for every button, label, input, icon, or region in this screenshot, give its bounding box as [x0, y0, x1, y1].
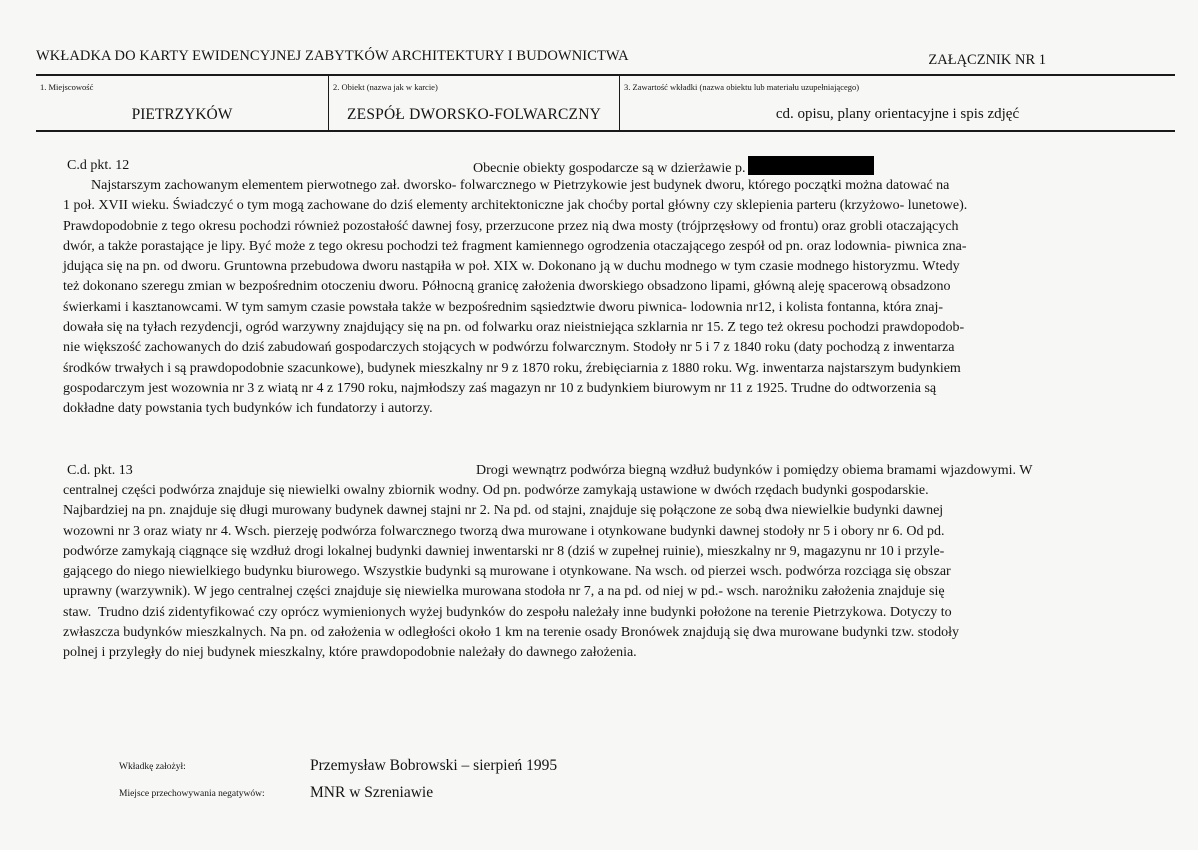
form-cell-object: [328, 76, 619, 130]
attachment-number: ZAŁĄCZNIK NR 1: [928, 52, 1046, 68]
paragraph-line: zwłaszcza budynków mieszkalnych. Na pn. od założenia w odległości około 1 km na terenie osady Bronówek znajdują się dwa murowane budynki tzw. stodoły: [63, 625, 960, 641]
paragraph-line: dowała się na tyłach rezydencji, ogród warzywny znajdujący się na pn. od folwarku oraz nieistniejąca szklarnia nr 15. Z tego też okresu pochodzi prawdopodob-: [63, 320, 965, 336]
paragraph-line: centralnej części podwórza znajduje się niewielki owalny zbiornik wodny. Od pn. podwórze zamykają ustawione w dwóch rzędach budynki gospodarskie.: [63, 483, 929, 498]
section-ref-text: [473, 156, 874, 179]
form-cell-contents: [619, 76, 1175, 130]
section-body: [63, 481, 1163, 664]
locality-label: 1. Miejscowość: [40, 82, 94, 92]
paragraph-line: świerkami i kasztanowcami. W tym samym czasie powstała także w bezpośrednim sąsiedztwie dworu piwnica- lodownia nr12, i kolista fontanna, która znaj-: [63, 299, 944, 315]
paragraph-line: dokładne daty powstania tych budynków ich fundatorzy i autorzy.: [63, 401, 433, 417]
paragraph-line: nie większość zachowanych do dziś zabudowań gospodarczych stojących w podwórzu folwarcznym. Stodoły nr 5 i 7 z 1840 roku (daty pochodzą z inwentarza: [63, 340, 955, 356]
paragraph-line: wozowni nr 3 oraz wiaty nr 4. Wsch. pierzeję podwórza folwarcznego tworzą dwa murowane i otynkowane budynki dawnej stodoły nr 5 i obory nr 6. Od pd.: [63, 523, 945, 539]
paragraph-line: środków trwałych i są prawdopodobnie szacunkowe), budynek mieszkalny nr 9 z 1870 roku, źrebięciarnia z 1880 roku. Wg. inwentarza najstarszym budynkiem: [63, 360, 961, 376]
author-label: Wkładkę założył:: [119, 762, 186, 772]
lease-text: Obecnie obiekty gospodarcze są w dzierżawie p.: [473, 161, 746, 176]
section-point-13: [63, 461, 1163, 664]
object-label: 2. Obiekt (nazwa jak w karcie): [333, 82, 438, 92]
paragraph-line: 1 poł. XVII wieku. Świadczyć o tym mogą zachowane do dziś elementy architektoniczne jak choćby portal główny czy sklepienia parteru (krzyżowo- lunetowe).: [63, 198, 968, 214]
object-value: ZESPÓŁ DWORSKO-FOLWARCZNY: [346, 106, 601, 123]
paragraph-line: jdująca się na pn. od dworu. Gruntowna przebudowa dworu nastąpiła w poł. XIX w. Dokonano ją w duchu modnego w tym czasie modnego historyzmu. Wtedy: [63, 259, 960, 275]
section-point-12: [63, 156, 1163, 420]
contents-value: cd. opisu, plany orientacyjne i spis zdjęć: [775, 106, 1020, 122]
form-header-table: [36, 74, 1175, 132]
paragraph-line: dwór, a także porastające je lipy. Być może z tego okresu pochodzi też fragment kamiennego ogrodzenia otaczającego zespół od pn. oraz lodownia- piwnica zna-: [63, 238, 967, 254]
author-value: Przemysław Bobrowski – sierpień 1995: [310, 757, 558, 774]
paragraph-line: staw. Trudno dziś zidentyfikować czy oprócz wymienionych wyżej budynków do zespołu należały inne budynki położone na terenie Pietrzykowa. Dotyczy to: [63, 604, 952, 620]
paragraph-line: Najbardziej na pn. znajduje się długi murowany budynek dawnej stajni nr 2. Na pd. od stajni, znajduje się połączone ze sobą dwa niewielkie budynki dawnej: [63, 503, 944, 519]
form-cell-locality: [36, 76, 328, 130]
paragraph-line: polnej i przyległy do niej budynek mieszkalny, które prawdopodobnie należały do dawnego założenia.: [63, 645, 637, 661]
negatives-value: MNR w Szreniawie: [310, 784, 434, 801]
section-ref-line: [63, 461, 1163, 481]
paragraph-line: Najstarszym zachowanym elementem pierwotnego zał. dworsko- folwarcznego w Pietrzykowie jest budynek dworu, którego początki można datować na: [63, 178, 950, 193]
section-ref: C.d pkt. 12: [67, 158, 130, 173]
section-ref-text: Drogi wewnątrz podwórza biegną wzdłuż budynków i pomiędzy obiema bramami wjazdowymi. W: [476, 463, 1033, 478]
paragraph-line: Prawdopodobnie z tego okresu pochodzi również pozostałość dawnej fosy, przerzucone przez nią dwa mosty (trójprzęsłowy od frontu) oraz grobli otaczających: [63, 218, 959, 234]
paragraph-line: gającego do niego niewielkiego budynku biurowego. Wszystkie budynki są murowane i otynkowane. Na wsch. od pierzei wsch. podwórza rozciąga się obszar: [63, 564, 951, 580]
paragraph-line: też dokonano szeregu zmian w bezpośrednim otoczeniu dworu. Północną granicę założenia dworskiego obsadzono lipami, główną aleję spacerową obsadzono: [63, 279, 951, 295]
redaction-block: [748, 156, 874, 175]
locality-value: PIETRZYKÓW: [131, 106, 233, 123]
contents-label: 3. Zawartość wkładki (nazwa obiektu lub materiału uzupełniającego): [624, 82, 860, 92]
section-ref-line: [63, 156, 1163, 176]
section-ref: C.d. pkt. 13: [67, 463, 133, 478]
document-title: WKŁADKA DO KARTY EWIDENCYJNEJ ZABYTKÓW ARCHITEKTURY I BUDOWNICTWA: [36, 48, 629, 64]
paragraph-line: podwórze zamykają ciągnące się wzdłuż drogi lokalnej budynki dawniej inwentarski nr 8 (dziś w zupełnej ruinie), mieszkalny nr 9, magazynu nr 10 i przyle-: [63, 543, 945, 559]
paragraph-line: uprawny (warzywnik). W jego centralnej części znajduje się niewielka murowana stodoła nr 7, a na pd. od niej w pd.- wsch. narożniku założenia znajduje się: [63, 584, 945, 600]
section-body: [63, 176, 1163, 420]
paragraph-line: gospodarczym jest wozownia nr 3 z wiatą nr 4 z 1790 roku, najmłodszy zaś magazyn nr 10 z budynkiem biurowym nr 11 z 1925. Trudne do odtworzenia są: [63, 380, 937, 396]
negatives-label: Miejsce przechowywania negatywów:: [119, 789, 265, 799]
